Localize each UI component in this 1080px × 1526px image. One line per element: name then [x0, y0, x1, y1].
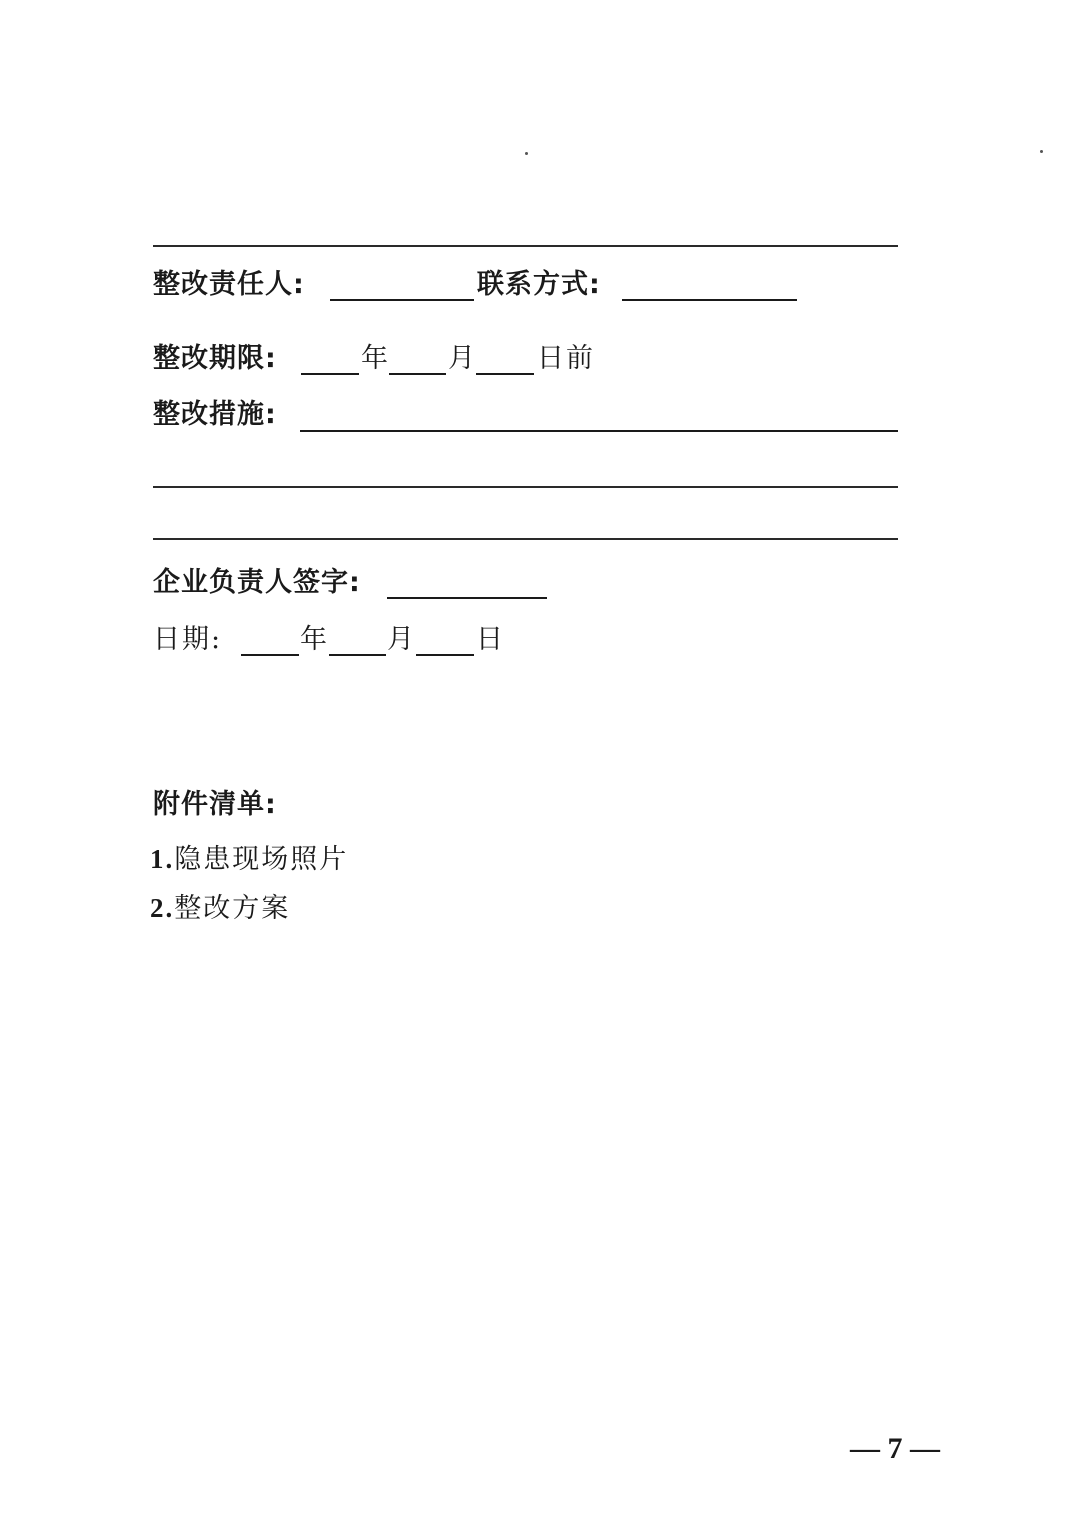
signer-blank[interactable] [387, 597, 547, 599]
deadline-year-blank[interactable] [301, 373, 359, 375]
date-month-blank[interactable] [329, 654, 386, 656]
attachment-item-number: 2. [150, 893, 175, 923]
contact-blank[interactable] [622, 299, 797, 301]
attachment-item-number: 1. [150, 844, 175, 874]
date-day-unit: 日 [476, 624, 505, 655]
responsible-label: 整改责任人: [153, 269, 305, 300]
measures-line-3[interactable] [153, 538, 898, 540]
attachments-title: 附件清单: [153, 789, 277, 820]
responsible-blank[interactable] [330, 299, 474, 301]
date-day-blank[interactable] [416, 654, 474, 656]
measures-line-1[interactable] [300, 430, 898, 432]
deadline-day-blank[interactable] [476, 373, 534, 375]
deadline-day-unit: 日前 [537, 343, 595, 374]
date-label: 日期: [153, 624, 223, 655]
date-year-unit: 年 [300, 624, 329, 655]
attachment-item-text: 隐患现场照片 [174, 844, 349, 875]
signer-label: 企业负责人签字: [153, 567, 361, 598]
date-month-unit: 月 [387, 624, 416, 655]
deadline-year-unit: 年 [361, 343, 390, 374]
measures-line-2[interactable] [153, 486, 898, 488]
attachment-item [150, 841, 348, 878]
deadline-month-blank[interactable] [389, 373, 446, 375]
date-year-blank[interactable] [241, 654, 299, 656]
scan-speck [525, 152, 528, 155]
scan-speck [1040, 150, 1043, 153]
page-number: — 7 — [850, 1432, 940, 1465]
attachment-item [150, 890, 290, 927]
deadline-label: 整改期限: [153, 343, 277, 374]
deadline-month-unit: 月 [448, 343, 477, 374]
contact-label: 联系方式: [477, 269, 601, 300]
attachment-item-text: 整改方案 [174, 893, 291, 924]
measures-label: 整改措施: [153, 399, 277, 430]
top-rule [153, 245, 898, 247]
